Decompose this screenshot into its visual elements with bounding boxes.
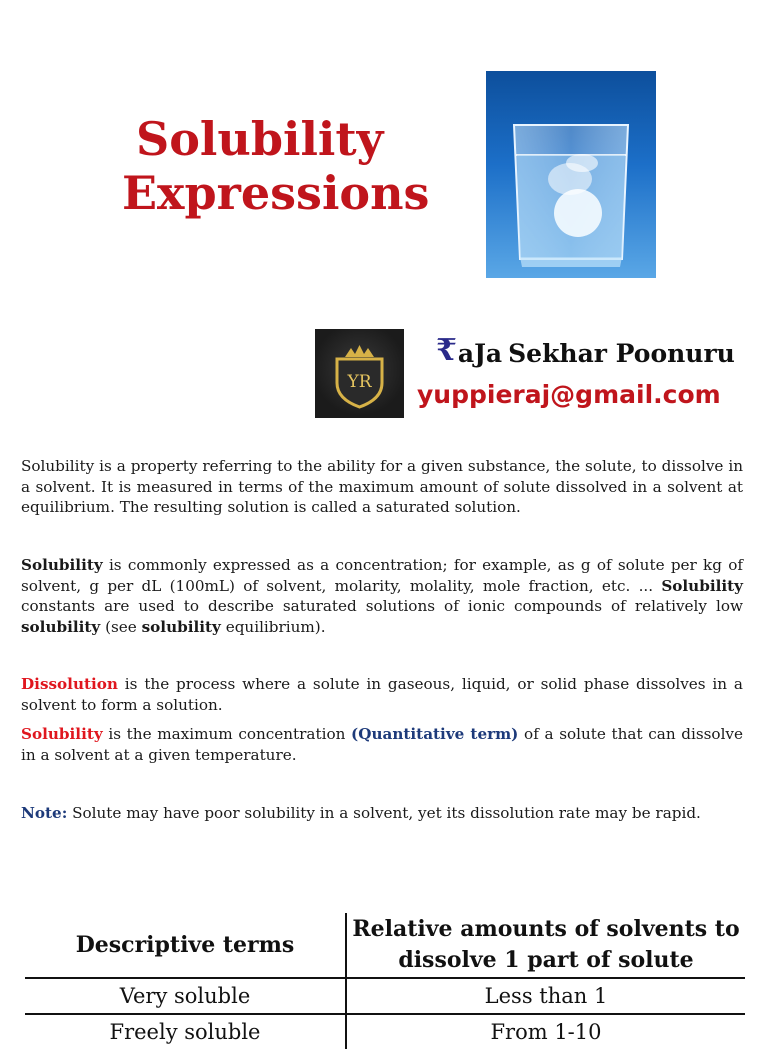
table-cell: Very soluble (25, 978, 346, 1014)
term-quantitative: (Quantitative term) (351, 725, 519, 743)
table-row (25, 978, 745, 1014)
table-row (25, 1014, 745, 1049)
table-header-row (25, 913, 745, 978)
header-relative-amounts: Relative amounts of solvents to dissolve 1 part of solute (346, 913, 745, 978)
note-label: Note: (21, 804, 68, 822)
term-solubility: Solubility (661, 576, 743, 595)
title-line-2: Expressions (122, 166, 430, 220)
table-cell: Freely soluble (25, 1014, 346, 1049)
paragraph-expression-text-2: constants are used to describe saturated solutions of ionic compounds of relatively low (21, 597, 743, 615)
paragraph-solubility-text-2: of a solute that can dissolve in a solvent at a given temperature. (21, 725, 744, 764)
paragraph-expression-text-4: equilibrium). (220, 617, 326, 636)
paragraph-expression-text-3: (see (100, 617, 142, 636)
page-title (122, 112, 429, 220)
author-name-rest: Sekhar Poonuru (508, 339, 735, 368)
glass-of-water-image (486, 71, 656, 278)
table-cell: Less than 1 (346, 978, 745, 1014)
paragraph-dissolution-text: is the process where a solute in gaseous, liquid, or solid phase dissolves in a solvent to form a solution. (21, 675, 743, 714)
paragraph-expression (21, 555, 743, 637)
author-name-ja: aJa (457, 339, 503, 368)
paragraph-solubility-text-1: is the maximum concentration (102, 725, 352, 743)
note (21, 803, 743, 824)
note-text: Solute may have poor solubility in a solvent, yet its dissolution rate may be rapid. (67, 804, 701, 822)
glass-illustration (486, 71, 656, 278)
solubility-terms-table (25, 913, 745, 1049)
paragraph-solubility (21, 724, 743, 765)
term-solubility: solubility (21, 617, 101, 636)
author-email: yuppieraj@gmail.com (417, 380, 721, 409)
term-solubility-red: Solubility (21, 725, 103, 743)
author-name (436, 333, 735, 368)
yr-logo (315, 329, 404, 418)
paragraph-dissolution (21, 674, 743, 715)
header-descriptive-terms: Descriptive terms (25, 913, 346, 978)
paragraph-expression-text-1: is commonly expressed as a concentration; for example, as g of solute per kg of solvent, g per dL (100mL) of solvent, molarity, molality, mole fraction, etc. ... (21, 556, 743, 595)
yr-crest-icon (315, 329, 404, 418)
term-solubility: solubility (141, 617, 221, 636)
term-dissolution: Dissolution (21, 675, 118, 693)
title-line-1: Solubility (136, 112, 384, 166)
term-solubility: Solubility (21, 556, 103, 574)
table-cell: From 1-10 (490, 1020, 602, 1044)
rupee-icon: ₹ (436, 333, 457, 368)
paragraph-definition: Solubility is a property referring to the ability for a given substance, the solute, to dissolve in a solvent. It is measured in terms of the maximum amount of solute dissolved in a solvent at equilibrium. The resulting solution is called a saturated solution. (21, 457, 743, 516)
logo-text: YR (347, 372, 372, 392)
